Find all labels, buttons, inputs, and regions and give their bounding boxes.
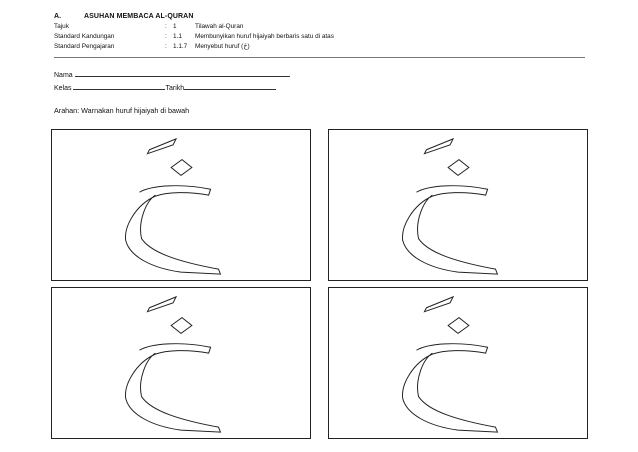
letter-kha-outline xyxy=(329,130,587,280)
worksheet-header xyxy=(54,12,334,52)
meta-row-standard-pengajaran xyxy=(54,42,334,52)
date-input-line[interactable] xyxy=(184,82,276,90)
name-field-row xyxy=(54,69,290,82)
letter-kha-outline xyxy=(329,288,587,438)
meta-value: Menyebut huruf (خَ) xyxy=(195,43,250,50)
class-date-field-row xyxy=(54,82,290,95)
meta-sep: : xyxy=(165,43,167,50)
meta-key: Standard Pengajaran xyxy=(54,43,115,50)
coloring-box-2[interactable] xyxy=(328,129,588,281)
meta-row-tajuk xyxy=(54,22,334,32)
coloring-box-4[interactable] xyxy=(328,287,588,439)
coloring-box-3[interactable] xyxy=(51,287,311,439)
meta-code: 1.1.7 xyxy=(173,43,188,50)
section-number: A. xyxy=(54,13,62,20)
class-label: Kelas xyxy=(54,85,72,92)
meta-key: Tajuk xyxy=(54,23,69,30)
meta-row-standard-kandungan xyxy=(54,32,334,42)
meta-code: 1.1 xyxy=(173,33,182,40)
instruction-text: Arahan: Warnakan huruf hijaiyah di bawah xyxy=(54,106,190,115)
coloring-box-1[interactable] xyxy=(51,129,311,281)
name-label: Nama xyxy=(54,72,73,79)
meta-key: Standard Kandungan xyxy=(54,33,115,40)
name-input-line[interactable] xyxy=(75,69,290,77)
student-fields xyxy=(54,69,290,95)
meta-value: Tilawah al-Quran xyxy=(195,23,244,30)
meta-sep: : xyxy=(165,23,167,30)
section-title xyxy=(54,12,334,22)
class-input-line[interactable] xyxy=(73,82,165,90)
date-label: Tarikh xyxy=(165,85,185,92)
letter-kha-outline xyxy=(52,130,310,280)
meta-sep: : xyxy=(165,33,167,40)
header-divider xyxy=(54,57,585,58)
letter-kha-outline xyxy=(52,288,310,438)
meta-code: 1 xyxy=(173,23,177,30)
meta-value: Membunyikan huruf hijaiyah berbaris satu di atas xyxy=(195,33,334,40)
section-title-text: ASUHAN MEMBACA AL-QURAN xyxy=(84,13,194,20)
